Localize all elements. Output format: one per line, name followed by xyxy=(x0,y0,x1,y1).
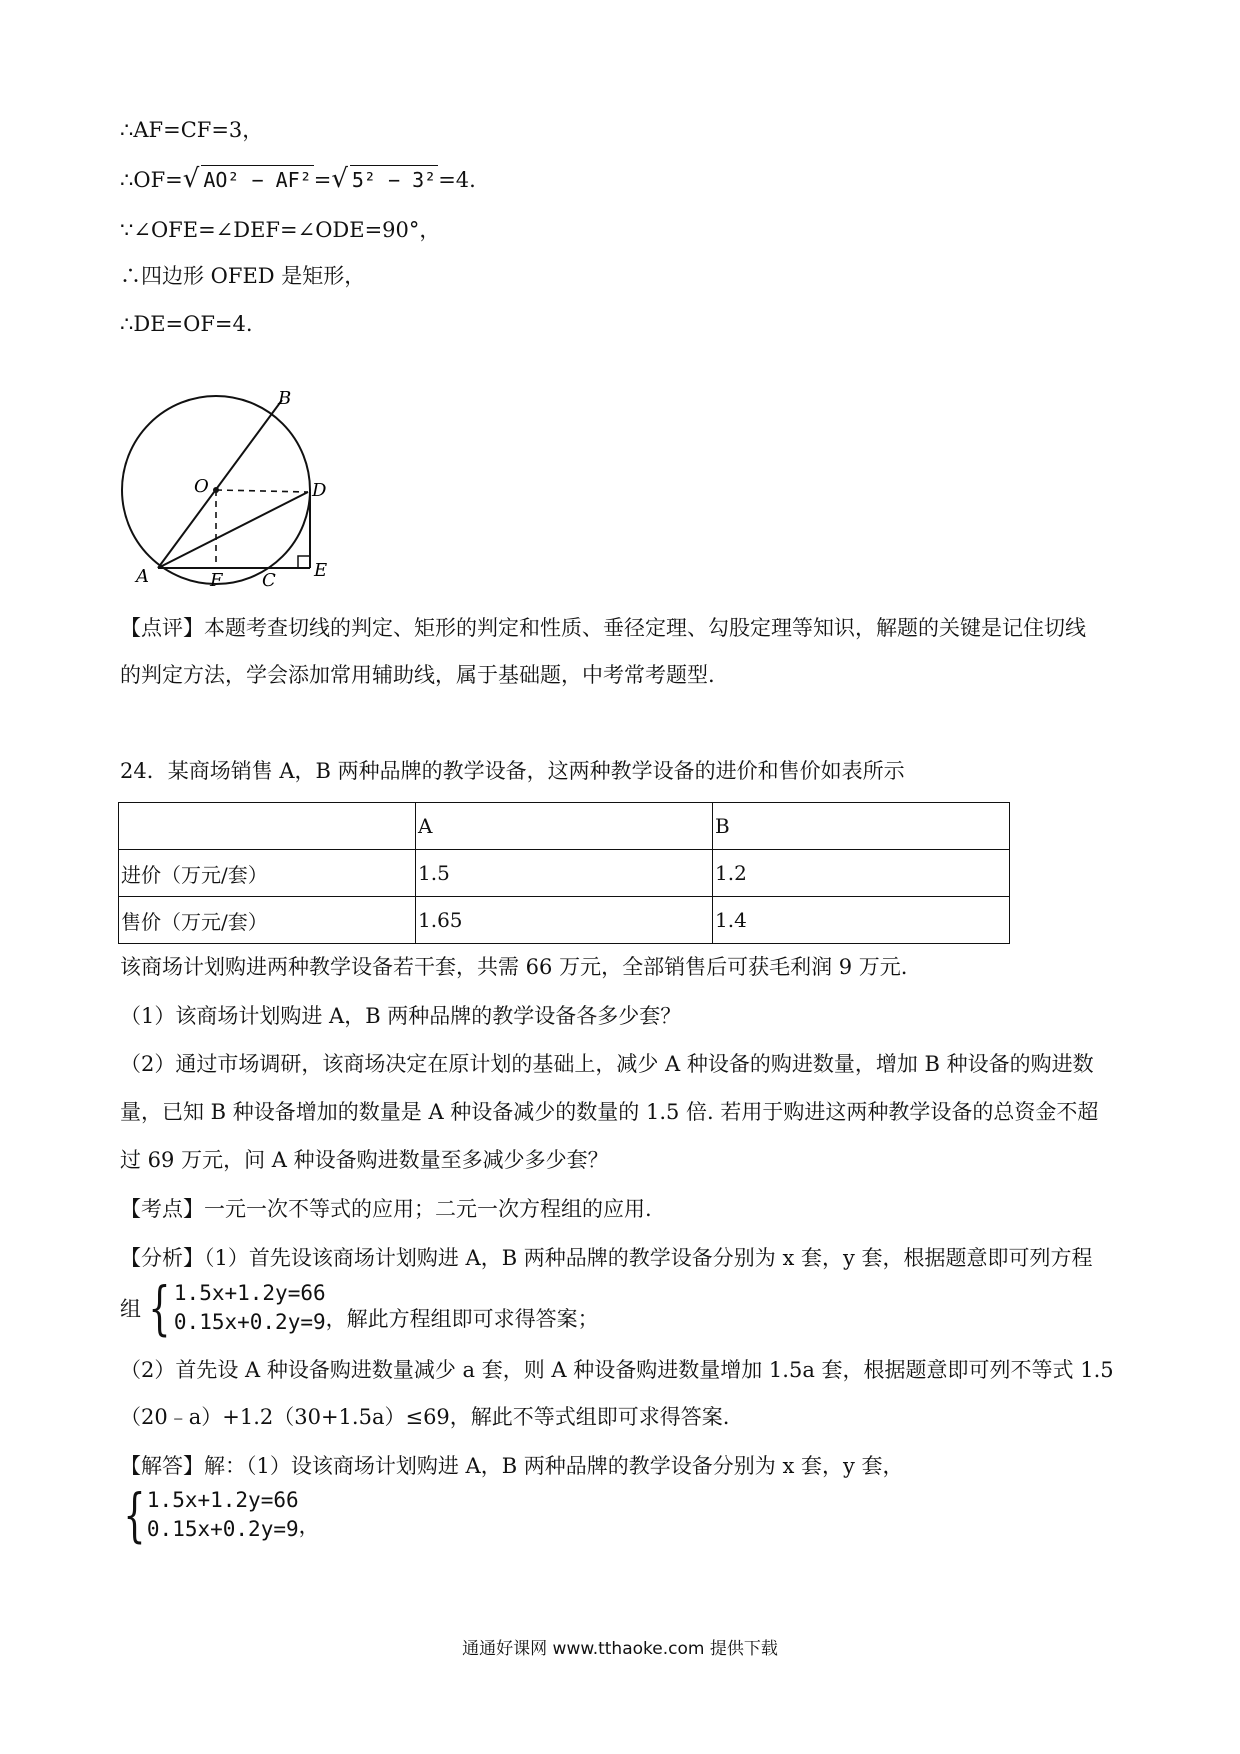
label-e: E xyxy=(314,560,328,581)
table-header-row xyxy=(119,803,1010,850)
radicand-2: 5² − 3² xyxy=(350,165,438,194)
label-d: D xyxy=(312,480,327,501)
question-2-line-1: （2）通过市场调研，该商场决定在原计划的基础上，减少 A 种设备的购进数量，增加 B 种设备的购进数 xyxy=(120,1052,1094,1076)
table-cell: A xyxy=(416,803,713,850)
equation-system-1 xyxy=(120,1274,599,1342)
sqrt-sign-2: √ xyxy=(331,164,348,194)
point-o xyxy=(213,487,219,493)
equals: = xyxy=(313,168,332,192)
question-2-line-2: 量，已知 B 种设备增加的数量是 A 种设备减少的数量的 1.5 倍. 若用于购进这两种教学设备的总资金不超 xyxy=(120,1100,1099,1124)
proof-line-4: ∴四边形 OFED 是矩形， xyxy=(120,264,366,288)
of-label: ∴OF= xyxy=(120,168,183,192)
proof-line-5: ∴DE=OF=4. xyxy=(120,312,253,336)
line-ab xyxy=(158,400,282,568)
table-cell: 售价（万元/套） xyxy=(119,897,416,944)
table-cell: 1.65 xyxy=(416,897,713,944)
kaodian: 【考点】一元一次不等式的应用；二元一次方程组的应用. xyxy=(120,1197,652,1221)
circle-figure xyxy=(110,388,330,588)
sqrt-sign: √ xyxy=(182,164,200,194)
equation: 0.15x+0.2y=9 xyxy=(173,1310,326,1334)
question-2-line-3: 过 69 万元，问 A 种设备购进数量至多减少多少套？ xyxy=(120,1148,609,1172)
table-cell: B xyxy=(713,803,1010,850)
label-b: B xyxy=(278,388,292,409)
radicand-1: AO² − AF² xyxy=(201,165,313,194)
solution-line-1: 【解答】解：（1）设该商场计划购进 A，B 两种品牌的教学设备分别为 x 套，y 套， xyxy=(120,1454,904,1478)
equation-suffix: ， xyxy=(298,1514,320,1538)
zu-label: 组 xyxy=(120,1297,141,1321)
proof-line-1: ∴AF=CF=3， xyxy=(120,118,264,142)
label-c: C xyxy=(262,570,276,588)
table-cell xyxy=(119,803,416,850)
comment-line-2: 的判定方法，学会添加常用辅助线，属于基础题，中考常考题型. xyxy=(120,663,715,687)
line-ad xyxy=(158,492,308,568)
table-row xyxy=(119,897,1010,944)
equation: 1.5x+1.2y=66 xyxy=(146,1488,299,1512)
price-table xyxy=(118,802,1010,944)
equation: 1.5x+1.2y=66 xyxy=(173,1281,326,1305)
analysis-line-4: （20﹣a）+1.2（30+1.5a）≤69，解此不等式组即可求得答案. xyxy=(120,1405,730,1429)
analysis-line-1: 【分析】（1）首先设该商场计划购进 A，B 两种品牌的教学设备分别为 x 套，y 套，根据题意即可列方程 xyxy=(120,1246,1093,1270)
equation-system-2 xyxy=(116,1481,320,1549)
analysis-suffix: ，解此方程组即可求得答案； xyxy=(325,1307,599,1331)
page-footer: 通通好课网 www.tthaoke.com 提供下载 xyxy=(462,1639,778,1659)
line-od xyxy=(216,490,308,492)
question-1: （1）该商场计划购进 A，B 两种品牌的教学设备各多少套？ xyxy=(120,1004,682,1028)
proof-line-2 xyxy=(120,165,476,194)
problem-title: 24．某商场销售 A，B 两种品牌的教学设备，这两种教学设备的进价和售价如表所示 xyxy=(120,759,905,783)
table-cell: 进价（万元/套） xyxy=(119,850,416,897)
left-brace: { xyxy=(148,1274,171,1342)
equation: 0.15x+0.2y=9 xyxy=(146,1517,299,1541)
table-cell: 1.4 xyxy=(713,897,1010,944)
label-f: F xyxy=(210,570,223,588)
label-o: O xyxy=(194,476,209,497)
analysis-line-3: （2）首先设 A 种设备购进数量减少 a 套，则 A 种设备购进数量增加 1.5a 套，根据题意即可列不等式 1.5 xyxy=(120,1358,1114,1382)
label-a: A xyxy=(136,566,149,587)
right-angle-mark xyxy=(298,556,310,568)
proof-line-3: ∵∠OFE=∠DEF=∠ODE=90°， xyxy=(120,218,441,242)
table-cell: 1.5 xyxy=(416,850,713,897)
problem-paragraph: 该商场计划购进两种教学设备若干套，共需 66 万元，全部销售后可获毛利润 9 万元. xyxy=(120,955,908,979)
left-brace: { xyxy=(123,1481,146,1549)
comment-line-1: 【点评】本题考查切线的判定、矩形的判定和性质、垂径定理、勾股定理等知识，解题的关键是记住切线 xyxy=(120,616,1086,640)
table-cell: 1.2 xyxy=(713,850,1010,897)
table-row xyxy=(119,850,1010,897)
result: =4. xyxy=(438,168,476,192)
